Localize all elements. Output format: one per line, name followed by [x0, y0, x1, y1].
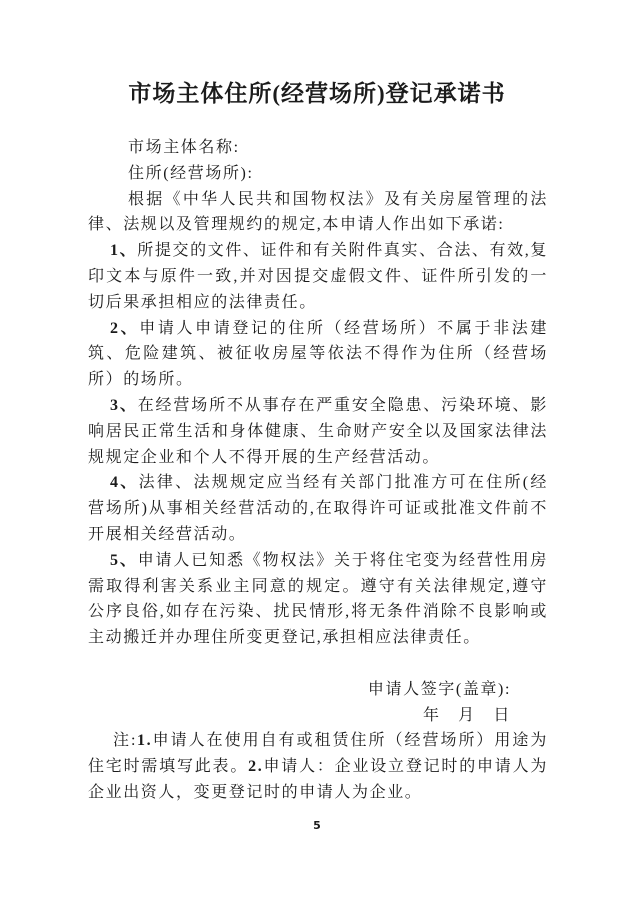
note-text-2: 申请人：企业设立登记时的申请人为企业出资人，变更登记时的申请人为企业。 [88, 758, 548, 801]
commitment-item-1 [88, 238, 548, 315]
note-number-2: 2. [248, 758, 264, 776]
commitment-item-5 [88, 548, 548, 651]
item-4-number: 4、 [110, 474, 139, 492]
date-line: 年 月 日 [422, 706, 511, 724]
page-number: 5 [313, 819, 321, 832]
signature-label: 申请人签字(盖章): [367, 680, 511, 698]
note-paragraph [88, 728, 548, 805]
entity-name-label: 市场主体名称: [128, 139, 240, 156]
commitment-item-4 [88, 470, 548, 547]
item-1-number: 1、 [110, 242, 138, 260]
item-4-text: 法律、法规规定应当经有关部门批准方可在住所(经营场所)从事相关经营活动的,在取得许可证或批准文件前不开展相关经营活动。 [88, 474, 548, 543]
commitment-item-3 [88, 393, 548, 470]
item-5-number: 5、 [110, 551, 138, 569]
note-prefix: 注: [113, 732, 138, 750]
item-3-number: 3、 [110, 396, 138, 414]
page-title: 市场主体住所(经营场所)登记承诺书 [128, 81, 506, 106]
note-number-1: 1. [137, 732, 153, 750]
signature-block [88, 677, 548, 729]
note-text-1: 申请人在使用自有或租赁住所（经营场所）用途为住宅时需填写此表。 [88, 732, 548, 776]
item-5-text: 申请人已知悉《物权法》关于将住宅变为经营性用房需取得利害关系业主同意的规定。遵守有关法律规定,遵守公序良俗,如存在污染、扰民情形,将无条件消除不良影响或主动搬迁并办理住所变更登记,承担相应法律责任。 [88, 551, 548, 647]
item-1-text: 所提交的文件、证件和有关附件真实、合法、有效,复印文本与原件一致,并对因提交虚假文件、证件所引发的一切后果承担相应的法律责任。 [88, 242, 548, 311]
address-label: 住所(经营场所): [128, 164, 254, 182]
item-2-text: 申请人申请登记的住所（经营场所）不属于非法建筑、危险建筑、被征收房屋等依法不得作为住所（经营场所）的场所。 [88, 319, 549, 389]
item-2-number: 2、 [110, 319, 140, 337]
commitment-item-2 [88, 316, 548, 393]
intro-paragraph: 根据《中华人民共和国物权法》及有关房屋管理的法律、法规以及管理规约的规定,本申请人作出如下承诺: [88, 190, 548, 234]
item-3-text: 在经营场所不从事存在严重安全隐患、污染环境、影响居民正常生活和身体健康、生命财产安全以及国家法律法规规定企业和个人不得开展的生产经营活动。 [88, 396, 548, 466]
document-body [88, 135, 548, 806]
